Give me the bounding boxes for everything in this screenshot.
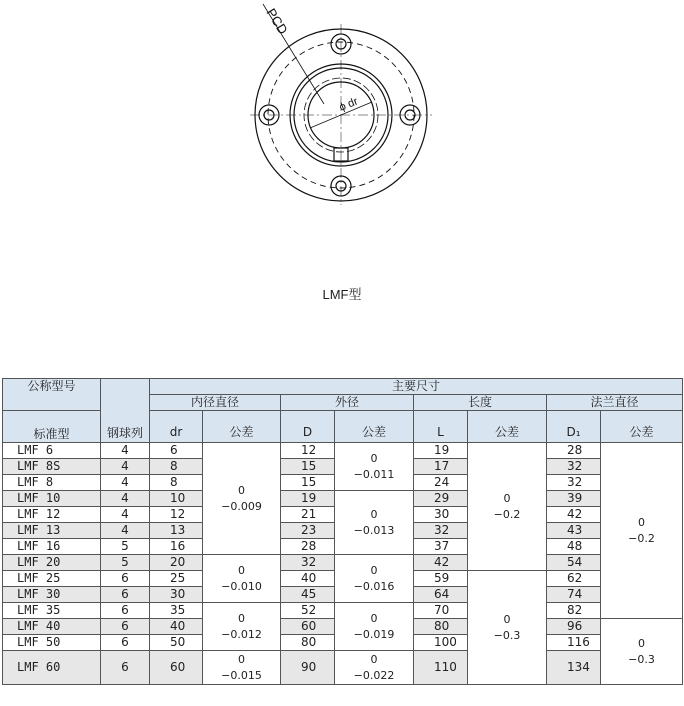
header-length: 长度 [414,395,547,411]
table-cell: 80 [414,619,468,635]
D-tolerance [335,443,414,491]
table-cell: 54 [547,555,601,571]
table-cell: 6 [101,603,150,619]
table-cell: 17 [414,459,468,475]
table-cell: 12 [150,507,203,523]
cell-text: 钢球列 [106,426,143,440]
table-cell: 6 [150,443,203,459]
table-cell: 40 [150,619,203,635]
table-cell: 100 [414,635,468,651]
table-cell: 82 [547,603,601,619]
table-cell: 19 [281,491,335,507]
tolerance-cell [335,555,414,603]
table-cell: LMF 16 [3,539,101,555]
table-cell: 8 [150,475,203,491]
table-cell: 116 [547,635,601,651]
table-cell: LMF 60 [3,651,101,685]
header-standard: 标准型 [3,411,101,443]
cell-text: 0 [370,451,378,465]
table-cell: 8 [150,459,203,475]
table-row [3,555,683,571]
table-cell: 90 [281,651,335,685]
table-cell: LMF 12 [3,507,101,523]
table-row [3,651,683,685]
table-cell: 52 [281,603,335,619]
header-D1-tol: 公差 [601,411,683,443]
table-row [3,603,683,619]
table-cell: 21 [281,507,335,523]
cell-text: −0.022 [353,668,395,682]
tolerance-cell [203,603,281,651]
cell-text: −0.011 [353,467,395,481]
table-cell: 20 [150,555,203,571]
cell-text: 0 [370,563,378,577]
table-cell: 96 [547,619,601,635]
header-L: L [414,411,468,443]
table-cell: 32 [547,459,601,475]
cell-text: −0.2 [628,531,655,545]
header-L-tol: 公差 [468,411,547,443]
header-main-dims: 主要尺寸 [150,379,683,395]
cell-text: 0 [370,507,378,521]
cell-text: −0.3 [493,628,521,642]
cell-text: −0.010 [221,579,262,593]
cell-text: 0 [638,515,645,529]
table-cell: 15 [281,475,335,491]
header-dr-tol: 公差 [203,411,281,443]
table-cell: 5 [101,555,150,571]
table-cell: LMF 8S [3,459,101,475]
header-balls [101,379,150,443]
tolerance-cell [335,491,414,555]
table-cell: 60 [150,651,203,685]
header-dr: dr [150,411,203,443]
table-cell: 4 [101,475,150,491]
cell-text: 0 [238,483,245,497]
cell-text: 0 [238,652,245,666]
table-cell: LMF 30 [3,587,101,603]
table-cell: LMF 13 [3,523,101,539]
table-cell: LMF 50 [3,635,101,651]
header-flange-dia: 法兰直径 [547,395,683,411]
table-cell: 4 [101,523,150,539]
table-cell: 40 [281,571,335,587]
table-cell: 6 [101,619,150,635]
table-cell: 110 [414,651,468,685]
table-cell: 62 [547,571,601,587]
table-cell: 28 [281,539,335,555]
table-cell: 32 [281,555,335,571]
table-cell: 30 [414,507,468,523]
table-cell: 6 [101,635,150,651]
table-cell: 12 [281,443,335,459]
cell-text: −0.012 [221,627,262,641]
cell-text: 0 [238,611,245,625]
cell-text: −0.013 [353,523,395,537]
tolerance-cell [203,555,281,603]
dimension-table [2,378,683,685]
dr-label: ϕ dr [337,95,360,114]
cell-text: 0 [370,652,378,666]
table-cell: 45 [281,587,335,603]
table-cell: 23 [281,523,335,539]
table-cell: 50 [150,635,203,651]
header-D-tol: 公差 [335,411,414,443]
header-inner-dia: 内径直径 [150,395,281,411]
table-cell: LMF 6 [3,443,101,459]
table-cell: 134 [547,651,601,685]
tolerance-cell [335,651,414,685]
table-cell: 15 [281,459,335,475]
table-cell: 25 [150,571,203,587]
dr-tolerance [203,443,281,555]
table-cell: 28 [547,443,601,459]
table-cell: 24 [414,475,468,491]
tolerance-cell [335,603,414,651]
table-cell: 43 [547,523,601,539]
table-cell: 60 [281,619,335,635]
cell-text: −0.2 [493,507,521,521]
table-cell: 10 [150,491,203,507]
header-outer-dia: 外径 [281,395,414,411]
table-cell: 4 [101,491,150,507]
table-cell: 80 [281,635,335,651]
table-cell: 29 [414,491,468,507]
table-row [3,443,683,459]
D1-tolerance [601,443,683,619]
table-cell: 42 [547,507,601,523]
table-cell: LMF 25 [3,571,101,587]
table-cell: 59 [414,571,468,587]
cell-text: −0.009 [221,499,262,513]
cell-text: 0 [370,611,378,625]
table-cell: 5 [101,539,150,555]
cell-text: 0 [638,636,645,650]
table-cell: LMF 40 [3,619,101,635]
cell-text: −0.3 [628,652,655,666]
table-cell: 37 [414,539,468,555]
L-tolerance [468,443,547,571]
table-cell: 35 [150,603,203,619]
header-D: D [281,411,335,443]
table-cell: 32 [547,475,601,491]
table-cell: 4 [101,459,150,475]
cell-text: 0 [238,563,245,577]
table-cell: 64 [414,587,468,603]
table-cell: 39 [547,491,601,507]
header-D1: D₁ [547,411,601,443]
cell-text: 0 [503,612,511,626]
table-cell: 6 [101,587,150,603]
pcd-label: PCD [263,5,291,37]
cell-text: −0.015 [221,668,262,682]
table-cell: 6 [101,571,150,587]
flange-drawing [0,0,684,240]
table-cell: 13 [150,523,203,539]
table-cell: 4 [101,507,150,523]
cell-text: −0.016 [353,579,395,593]
table-cell: 19 [414,443,468,459]
table-cell: 48 [547,539,601,555]
table-cell: 16 [150,539,203,555]
table-cell: 30 [150,587,203,603]
table-cell: 42 [414,555,468,571]
table-cell: 74 [547,587,601,603]
tolerance-cell [203,651,281,685]
table-cell: 70 [414,603,468,619]
table-cell: LMF 10 [3,491,101,507]
cell-text: 0 [503,491,511,505]
tolerance-cell [601,619,683,685]
cell-text: −0.019 [353,627,395,641]
table-cell: LMF 20 [3,555,101,571]
table-cell: LMF 8 [3,475,101,491]
table-cell: LMF 35 [3,603,101,619]
tolerance-cell [468,571,547,685]
table-row [3,491,683,507]
table-cell: 32 [414,523,468,539]
table-cell: 6 [101,651,150,685]
header-model: 公称型号 [3,379,101,411]
figure-caption: LMF型 [322,287,362,302]
table-cell: 4 [101,443,150,459]
